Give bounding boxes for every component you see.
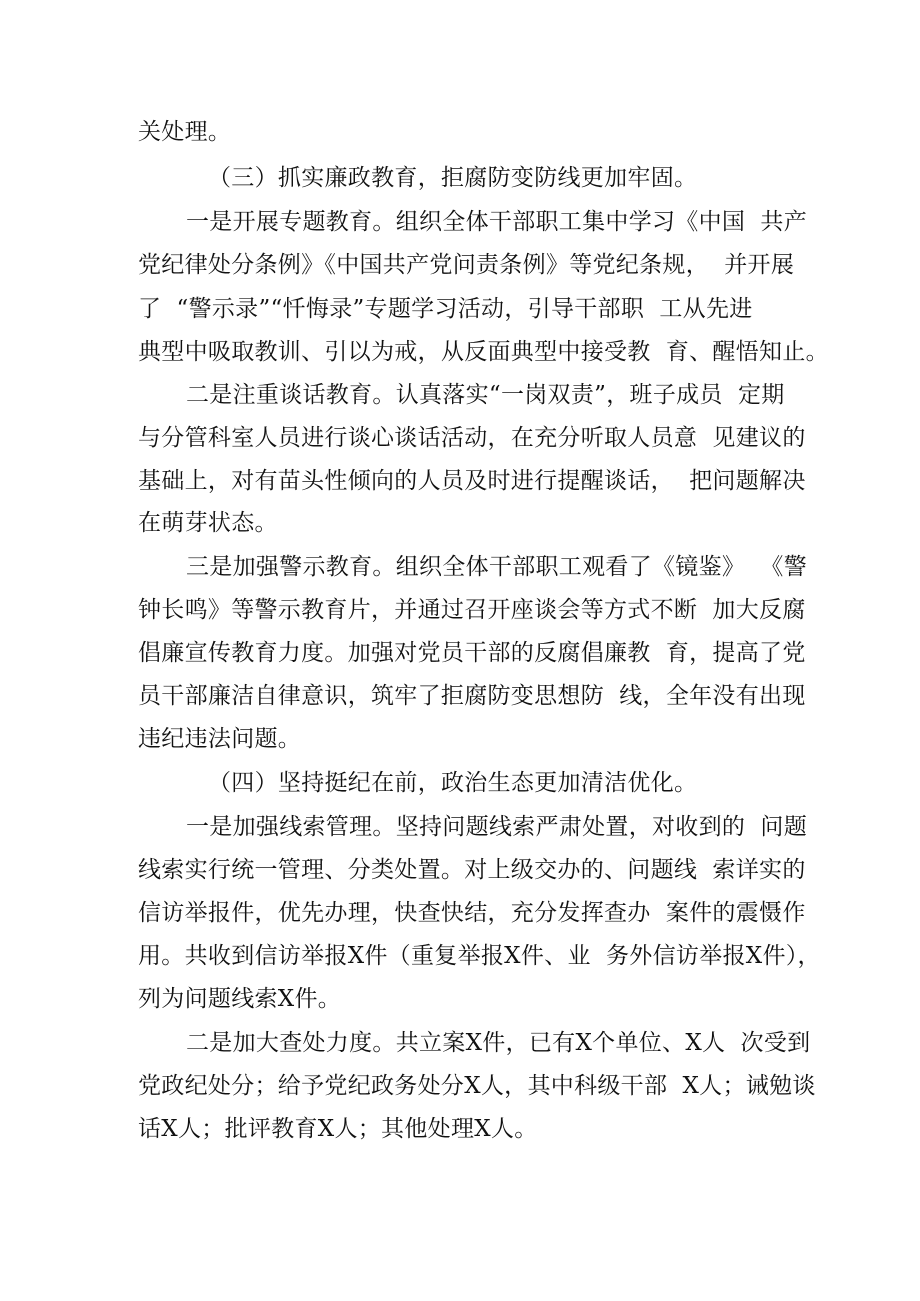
paragraph-line: 二是加大查处力度。共立案X件，已有X个单位、X人 次受到 [186, 1030, 811, 1056]
paragraph-line: 违纪违法问题。 [138, 726, 302, 752]
section-heading-3: （三）抓实廉政教育，拒腐防变防线更加牢固。 [208, 165, 698, 191]
paragraph-line: 信访举报件，优先办理，快查快结，充分发挥查办 案件的震慑作 [138, 900, 806, 926]
paragraph-line: 话X人；批评教育X人；其他处理X人。 [138, 1116, 538, 1142]
paragraph-line: 员干部廉洁自律意识，筑牢了拒腐防变思想防 线，全年没有出现 [138, 683, 806, 709]
paragraph-line: 一是加强线索管理。坚持问题线索严肃处置，对收到的 问题 [186, 814, 808, 840]
paragraph-line: 二是注重谈话教育。认真落实“一岗双责”，班子成员 定期 [186, 382, 785, 408]
paragraph-line: 在萌芽状态。 [138, 510, 278, 536]
paragraph-line: 列为问题线索X件。 [138, 986, 342, 1012]
paragraph-line: 钟长鸣》等警示教育片，并通过召开座谈会等方式不断 加大反腐 [138, 597, 806, 623]
paragraph-line: 一是开展专题教育。组织全体干部职工集中学习《中国 共产 [186, 209, 808, 235]
paragraph-line: 倡廉宣传教育力度。加强对党员干部的反腐倡廉教 育，提高了党 [138, 640, 806, 666]
paragraph-line: 党纪律处分条例》《中国共产党问责条例》等党纪条规， 并开展 [138, 252, 795, 278]
paragraph-line: 关处理。 [138, 119, 232, 145]
paragraph-line: 党政纪处分；给予党纪政务处分X人，其中科级干部 X人；诫勉谈 [138, 1073, 816, 1099]
paragraph-line: 典型中吸取教训、引以为戒，从反面典型中接受教 育、醒悟知止。 [138, 339, 829, 365]
paragraph-line: 线索实行统一管理、分类处置。对上级交办的、问题线 索详实的 [138, 857, 806, 883]
section-heading-4: （四）坚持挺纪在前，政治生态更加清洁优化。 [208, 770, 698, 796]
paragraph-line: 用。共收到信访举报X件（重复举报X件、业 务外信访举报X件）， [138, 943, 821, 969]
paragraph-line: 了 “警示录”“忏悔录”专题学习活动，引导干部职 工从先进 [138, 296, 753, 322]
paragraph-line: 基础上，对有苗头性倾向的人员及时进行提醒谈话， 把问题解决 [138, 468, 806, 494]
paragraph-line: 三是加强警示教育。组织全体干部职工观看了《镜鉴》 《警 [186, 554, 808, 580]
paragraph-line: 与分管科室人员进行谈心谈话活动，在充分听取人员意 见建议的 [138, 425, 806, 451]
